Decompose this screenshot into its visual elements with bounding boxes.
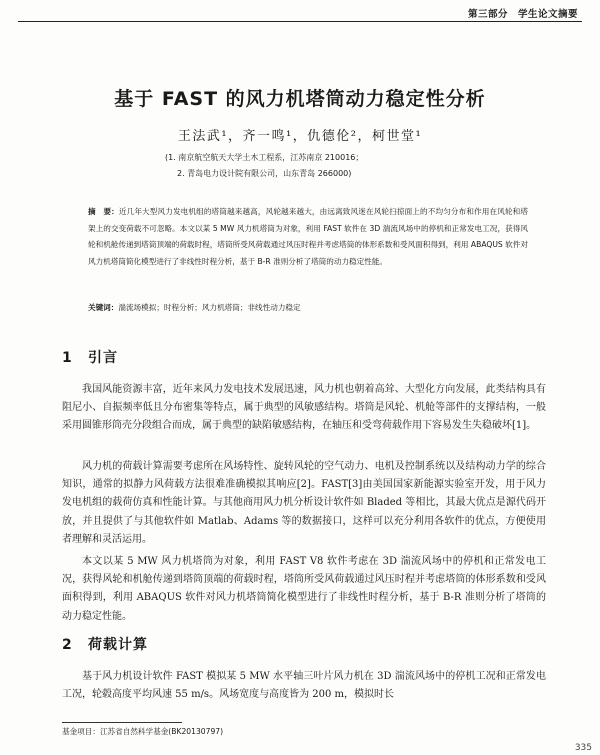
intro-paragraph-3: 本文以某 5 MW 风力机塔筒为对象，利用 FAST V8 软件考虑在 3D 湍流风场中的停机和正常发电工况，获得风轮和机舱传递到塔筒顶端的荷载时程，塔筒所受风荷载通过风压时程并考虑塔筒的体形系数和受风面积得到，利用 ABAQUS 软件对风力机塔筒简化模型进行了非线性时程分析，基于 B-R 准则分析了塔筒的动力稳定性能。 [62, 556, 546, 622]
affiliation-2: 2. 青岛电力设计院有限公司，山东青岛 266000) [177, 169, 352, 178]
funding-footnote: 基金项目：江苏省自然科学基金(BK20130797) [62, 727, 224, 736]
affiliations [165, 150, 363, 182]
paper-authors: 王法武¹，齐一鸣¹，仇德伦²，柯世堂¹ [177, 129, 423, 144]
footnote-rule [62, 722, 182, 723]
abstract [88, 204, 528, 270]
load-paragraph-1: 基于风力机设计软件 FAST 模拟某 5 MW 水平轴三叶片风力机在 3D 湍流风场中的停机工况和正常发电工况，轮毂高度平均风速 55 m/s。风场宽度与高度皆为 200 m，模拟时长 [62, 671, 546, 701]
paper-title: 基于 FAST 的风力机塔筒动力稳定性分析 [114, 88, 486, 110]
abstract-text: 近几年大型风力发电机组的塔筒越来越高，风轮越来越大，由远离致风迷在风轮扫掠面上的不均匀分布和作用在风轮和塔架上的交变荷载不可忽略。本文以某 5 MW 风力机塔筒为对象，利用 FAST 软件在 3D 湍流风场中的停机和正常发电工况，获得风轮和机舱传递到塔筒顶端的荷载时程，塔筒所受风荷载通过风压时程并考虑塔筒的体形系数和受风面积得到，利用 ABAQUS 软件对风力机塔筒简化模型进行了非线性时程分析，基于 B-R 准则分析了塔筒的动力稳定性能。 [88, 207, 528, 266]
keywords-text: 湍流场模拟；时程分析；风力机塔筒；非线性动力稳定 [118, 303, 301, 312]
section-title: 荷载计算 [88, 637, 148, 653]
intro-paragraph-1: 我国风能资源丰富，近年来风力发电技术发展迅速，风力机也朝着高耸、大型化方向发展，此类结构具有阻尼小、自振频率低且分布密集等特点，属于典型的风敏感结构。塔筒是风轮、机舱等部件的支撑结构，一般采用圆锥形筒壳分段组合而成，属于典型的缺陷敏感结构，在轴压和受弯荷载作用下容易发生失稳破坏[1]。 [62, 384, 546, 432]
section-heading-introduction [62, 347, 118, 367]
section-title: 引言 [88, 350, 118, 366]
section-number: 1 [62, 350, 73, 366]
keywords-label: 关键词： [88, 303, 119, 312]
section-number: 2 [62, 637, 73, 653]
section-heading-load-calculation [62, 634, 148, 654]
affiliation-1: (1. 南京航空航天大学土木工程系，江苏南京 210016； [165, 153, 364, 162]
header-rule [18, 21, 582, 22]
page-number: 335 [574, 743, 592, 753]
abstract-label: 摘 要： [88, 207, 119, 216]
keywords [88, 302, 528, 313]
running-head: 第三部分 学生论文摘要 [467, 9, 578, 20]
intro-paragraph-2: 风力机的荷载计算需要考虑所在风场特性、旋转风轮的空气动力、电机及控制系统以及结构动力学的综合知识，通常的拟静力风荷载方法很难准确模拟其响应[2]。FAST[3]由美国国家新能源实验室开发，用于风力发电机组的载荷仿真和性能计算。与其他商用风力机分析设计软件如 Bladed 等相比，其最大优点是源代码开放，并且提供了与其他软件如 Matlab、Adams 等的数据接口，这样可以充分利用各软件的优点，方便使用者理解和灵活运用。 [62, 461, 546, 545]
